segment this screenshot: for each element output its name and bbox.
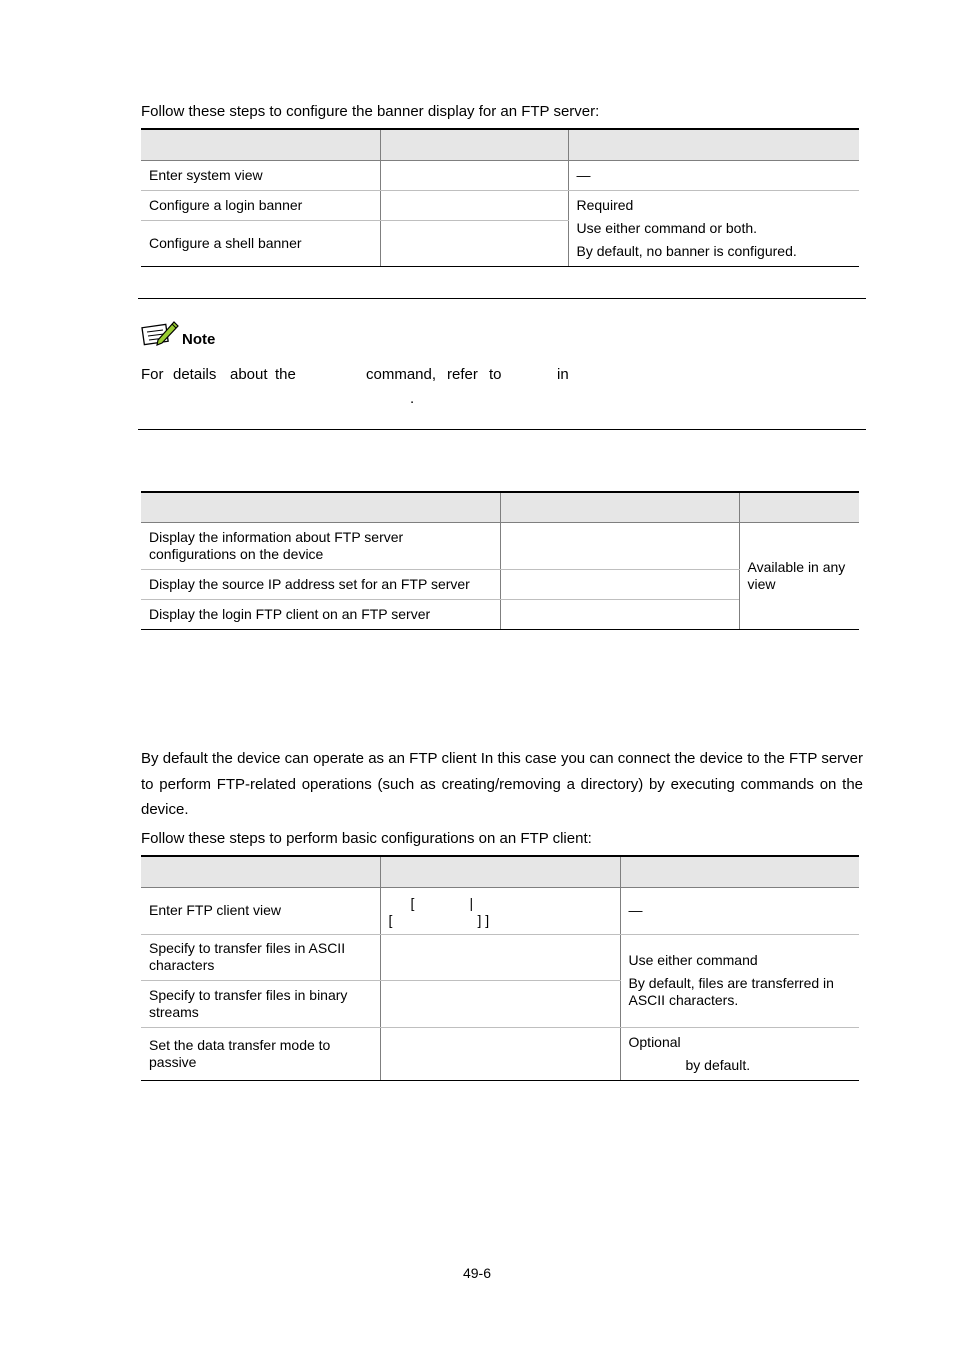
- task-cell: Configure a shell banner: [141, 220, 380, 266]
- page-number: 49-6: [462, 1265, 492, 1281]
- operation-cell: Display the source IP address set for an FTP server: [141, 569, 500, 599]
- task-cell: Enter system view: [141, 160, 380, 190]
- command-cell: [380, 1027, 620, 1080]
- table-row: [141, 190, 859, 220]
- note-pencil-icon: [141, 318, 179, 353]
- command-cell: [380, 160, 568, 190]
- header-cell-remarks: [620, 856, 859, 887]
- note-word: about: [230, 366, 268, 383]
- remark-line: By default, no banner is configured.: [576, 242, 797, 259]
- table-row: [141, 1027, 859, 1080]
- remarks-cell: —: [568, 160, 859, 190]
- note-word: to: [489, 366, 502, 383]
- command-cell: [500, 599, 739, 629]
- note-top-rule: [138, 298, 866, 299]
- note-word: details: [173, 366, 217, 383]
- header-cell-remarks: [739, 492, 859, 522]
- command-pipe: |: [469, 894, 474, 911]
- header-cell-task: [141, 856, 380, 887]
- intro-banner-steps: Follow these steps to configure the banner display for an FTP server:: [141, 103, 600, 120]
- note-bottom-rule: [138, 429, 866, 430]
- command-bracket: [: [388, 911, 393, 928]
- command-cell: [500, 522, 739, 569]
- remark-line: Use either command or both.: [576, 219, 758, 236]
- remark-line: Optional: [628, 1033, 681, 1050]
- ftp-client-config-table: [141, 855, 859, 1081]
- table-row: [141, 934, 859, 980]
- shared-remarks-cell: [568, 190, 859, 266]
- ftp-client-description: By default the device can operate as an FTP client In this case you can connect the device to the FTP server to perform FTP-related operations (such as creating/removing a directory) by executing commands on the device.: [141, 750, 863, 818]
- header-cell-command: [500, 492, 739, 522]
- remark-line: Use either command: [628, 952, 758, 968]
- task-cell: Configure a login banner: [141, 190, 380, 220]
- note-word: command,: [366, 366, 437, 383]
- note-word: .: [410, 390, 415, 407]
- note-word: For: [141, 366, 164, 383]
- header-cell-command: [380, 856, 620, 887]
- command-cell: [500, 569, 739, 599]
- table-row: [141, 887, 859, 934]
- table-row: [141, 160, 859, 190]
- remark-line: by default.: [685, 1056, 751, 1073]
- command-cell: [380, 887, 620, 934]
- remark-line: Required: [576, 196, 634, 213]
- shared-remarks-cell: [620, 934, 859, 1027]
- remarks-cell: —: [620, 887, 859, 934]
- task-cell: Set the data transfer mode to passive: [141, 1027, 380, 1080]
- note-word: in: [557, 366, 569, 383]
- task-cell: Specify to transfer files in ASCII characters: [141, 934, 380, 980]
- operation-cell: Display the login FTP client on an FTP server: [141, 599, 500, 629]
- remark-line: By default, files are transferred in ASCII characters.: [628, 975, 834, 1008]
- header-cell-task: [141, 129, 380, 160]
- command-cell: [380, 190, 568, 220]
- note-title: Note: [182, 331, 216, 348]
- header-cell-operation: [141, 492, 500, 522]
- task-cell: Specify to transfer files in binary streams: [141, 980, 380, 1027]
- header-cell-remarks: [568, 129, 859, 160]
- note-word: the: [275, 366, 296, 383]
- remarks-cell: [620, 1027, 859, 1080]
- note-word: refer: [447, 366, 478, 383]
- header-cell-command: [380, 129, 568, 160]
- shared-remarks-cell: Available in any view: [739, 522, 859, 629]
- command-cell: [380, 980, 620, 1027]
- command-cell: [380, 220, 568, 266]
- operation-cell: Display the information about FTP server configurations on the device: [141, 522, 500, 569]
- command-bracket: [: [410, 894, 415, 911]
- ftp-display-table: [141, 491, 859, 630]
- banner-config-table: [141, 128, 859, 267]
- task-cell: Enter FTP client view: [141, 887, 380, 934]
- command-cell: [380, 934, 620, 980]
- intro-client-steps: Follow these steps to perform basic configurations on an FTP client:: [141, 830, 592, 847]
- table-row: [141, 522, 859, 569]
- command-bracket: ] ]: [477, 911, 490, 928]
